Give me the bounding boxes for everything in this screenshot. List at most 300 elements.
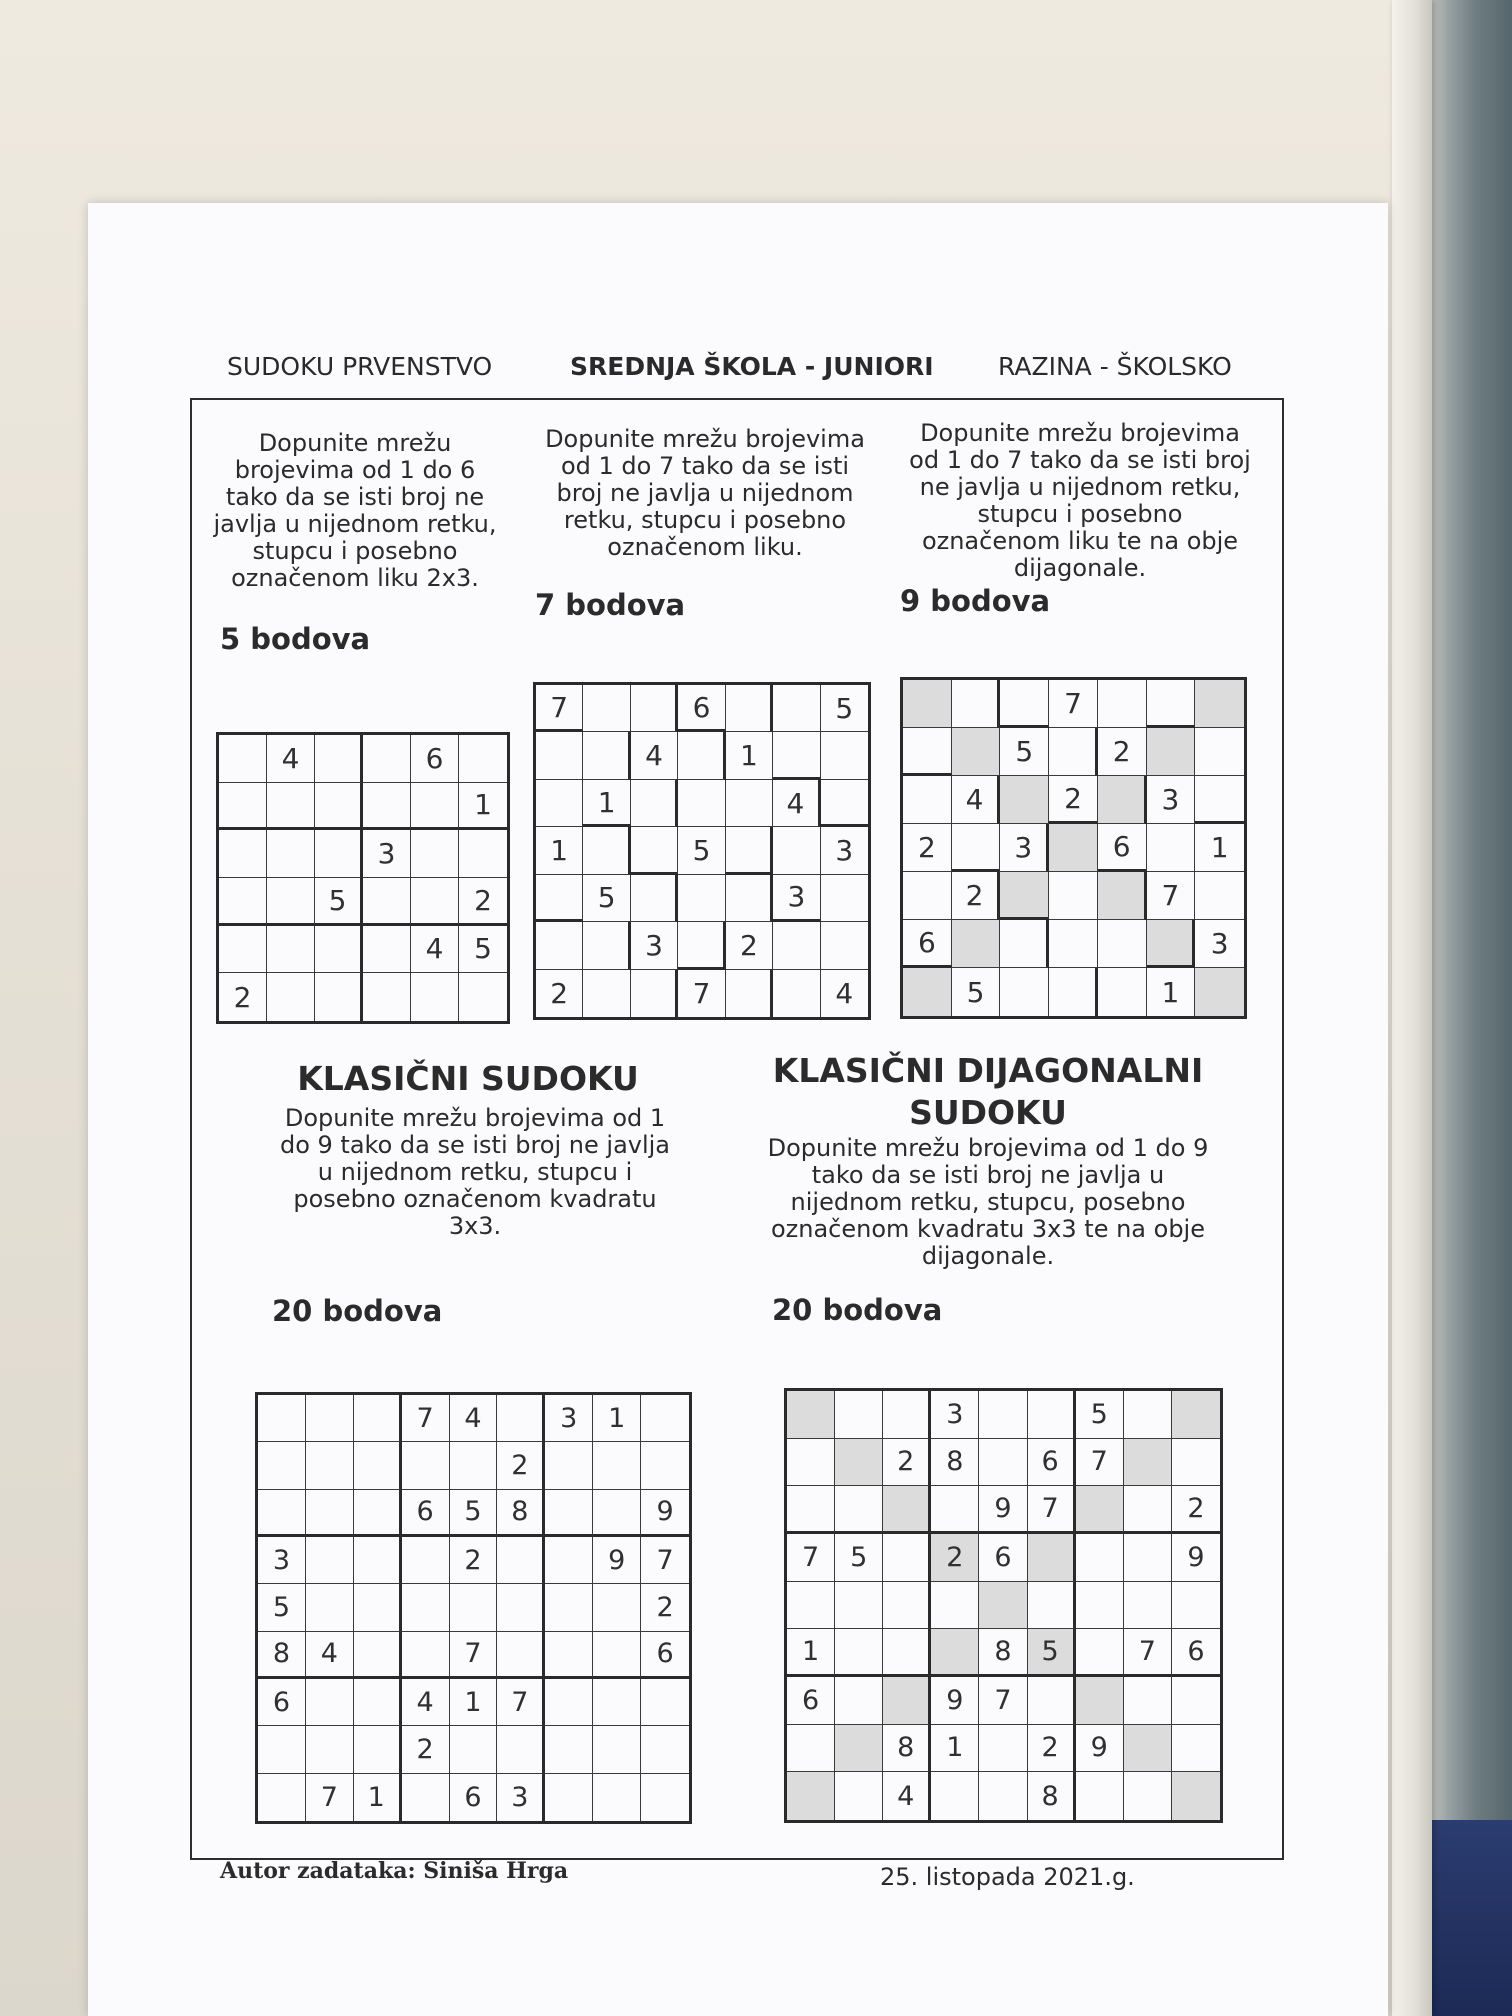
sudoku-cell[interactable] [726,780,773,827]
sudoku-cell[interactable] [1172,1439,1220,1487]
sudoku-cell[interactable] [1124,1677,1172,1725]
sudoku-cell[interactable]: 5 [835,1534,883,1582]
sudoku-cell[interactable]: 9 [1076,1725,1124,1773]
sudoku-cell[interactable]: 3 [821,827,868,874]
sudoku-cell[interactable]: 6 [678,685,725,732]
sudoku-cell[interactable] [883,1534,931,1582]
sudoku-cell[interactable] [1147,920,1196,968]
sudoku-cell[interactable]: 4 [883,1772,931,1820]
sudoku-cell[interactable]: 3 [631,922,678,969]
sudoku-cell[interactable]: 3 [363,830,411,878]
sudoku-cell[interactable] [1028,1677,1076,1725]
sudoku-cell[interactable] [536,922,583,969]
sudoku-cell[interactable] [641,1442,689,1489]
sudoku-cell[interactable] [306,1395,354,1442]
sudoku-cell[interactable]: 4 [306,1632,354,1679]
sudoku-cell[interactable]: 9 [1172,1534,1220,1582]
sudoku-cell[interactable] [835,1439,883,1487]
sudoku-cell[interactable]: 2 [536,970,583,1017]
sudoku-cell[interactable] [979,1772,1027,1820]
sudoku-cell[interactable] [773,685,820,732]
sudoku-cell[interactable]: 7 [787,1534,835,1582]
sudoku-cell[interactable] [1049,968,1098,1016]
sudoku-cell[interactable]: 5 [1028,1629,1076,1677]
sudoku-cell[interactable]: 3 [1195,920,1244,968]
sudoku-cell[interactable] [545,1632,593,1679]
sudoku-cell[interactable] [497,1726,545,1773]
sudoku-cell[interactable]: 9 [641,1490,689,1537]
sudoku-cell[interactable] [952,824,1001,872]
sudoku-cell[interactable]: 2 [450,1537,498,1584]
sudoku-cell[interactable] [1000,872,1049,920]
sudoku-cell[interactable]: 5 [315,878,363,926]
sudoku-cell[interactable] [593,1726,641,1773]
sudoku-cell[interactable]: 4 [773,780,820,827]
sudoku-cell[interactable] [545,1774,593,1821]
sudoku-cell[interactable] [1124,1772,1172,1820]
sudoku-cell[interactable] [545,1726,593,1773]
sudoku-cell[interactable]: 5 [821,685,868,732]
sudoku-cell[interactable]: 4 [402,1679,450,1726]
sudoku-cell[interactable] [411,973,459,1021]
sudoku-cell[interactable] [835,1486,883,1534]
sudoku-cell[interactable]: 2 [1098,728,1147,776]
sudoku-cell[interactable] [593,1584,641,1631]
sudoku-cell[interactable] [450,1726,498,1773]
sudoku-cell[interactable] [678,875,725,922]
sudoku-cell[interactable]: 7 [497,1679,545,1726]
sudoku-cell[interactable]: 7 [1028,1486,1076,1534]
sudoku-cell[interactable] [726,970,773,1017]
sudoku-cell[interactable] [1195,968,1244,1016]
sudoku-cell[interactable]: 9 [931,1677,979,1725]
sudoku-cell[interactable] [787,1582,835,1630]
sudoku-cell[interactable]: 3 [1147,776,1196,824]
sudoku-cell[interactable] [1124,1534,1172,1582]
sudoku-cell[interactable]: 2 [726,922,773,969]
sudoku-cell[interactable]: 8 [497,1490,545,1537]
sudoku-cell[interactable]: 7 [536,685,583,732]
sudoku-cell[interactable] [315,926,363,974]
sudoku-cell[interactable] [1098,968,1147,1016]
sudoku-cell[interactable]: 2 [641,1584,689,1631]
sudoku-cell[interactable] [631,827,678,874]
sudoku-cell[interactable] [726,827,773,874]
sudoku-cell[interactable]: 9 [979,1486,1027,1534]
sudoku-cell[interactable] [1124,1391,1172,1439]
sudoku-cell[interactable] [641,1774,689,1821]
sudoku-cell[interactable] [835,1725,883,1773]
sudoku-cell[interactable]: 8 [258,1632,306,1679]
sudoku-cell[interactable] [497,1584,545,1631]
sudoku-cell[interactable] [979,1391,1027,1439]
sudoku-cell[interactable] [641,1726,689,1773]
sudoku-cell[interactable]: 5 [258,1584,306,1631]
sudoku-cell[interactable] [354,1632,402,1679]
sudoku-cell[interactable]: 8 [931,1439,979,1487]
sudoku-cell[interactable] [1098,776,1147,824]
sudoku-cell[interactable] [631,780,678,827]
sudoku-cell[interactable]: 5 [450,1490,498,1537]
sudoku-cell[interactable] [631,685,678,732]
sudoku-cell[interactable]: 2 [459,878,507,926]
sudoku-cell[interactable] [1000,920,1049,968]
sudoku-cell[interactable] [1124,1486,1172,1534]
sudoku-cell[interactable] [1124,1725,1172,1773]
sudoku-cell[interactable]: 1 [593,1395,641,1442]
sudoku-cell[interactable] [354,1537,402,1584]
sudoku-cell[interactable] [1049,728,1098,776]
sudoku-cell[interactable] [931,1582,979,1630]
sudoku-cell[interactable] [315,783,363,831]
sudoku-cell[interactable] [315,973,363,1021]
sudoku-cell[interactable]: 6 [258,1679,306,1726]
sudoku-cell[interactable] [1172,1582,1220,1630]
sudoku-cell[interactable] [497,1632,545,1679]
sudoku-cell[interactable] [536,732,583,779]
sudoku-cell[interactable] [306,1442,354,1489]
sudoku-cell[interactable] [787,1439,835,1487]
sudoku-cell[interactable]: 7 [641,1537,689,1584]
sudoku-cell[interactable] [545,1679,593,1726]
sudoku-cell[interactable] [219,926,267,974]
sudoku-cell[interactable]: 1 [1195,824,1244,872]
sudoku-cell[interactable] [1195,776,1244,824]
sudoku-cell[interactable] [1028,1391,1076,1439]
sudoku-cell[interactable]: 1 [354,1774,402,1821]
sudoku-cell[interactable] [773,922,820,969]
sudoku-cell[interactable]: 3 [497,1774,545,1821]
sudoku-cell[interactable] [1147,824,1196,872]
sudoku-cell[interactable]: 6 [1172,1629,1220,1677]
sudoku-cell[interactable] [773,732,820,779]
sudoku-cell[interactable] [835,1582,883,1630]
sudoku-cell[interactable] [258,1726,306,1773]
sudoku-cell[interactable] [1049,872,1098,920]
sudoku-cell[interactable] [306,1679,354,1726]
sudoku-cell[interactable]: 6 [787,1677,835,1725]
sudoku-cell[interactable] [363,735,411,783]
sudoku-cell[interactable] [267,830,315,878]
sudoku-cell[interactable] [1049,824,1098,872]
sudoku-cell[interactable] [1098,680,1147,728]
sudoku-cell[interactable]: 8 [883,1725,931,1773]
sudoku-cell[interactable] [363,783,411,831]
sudoku-cell[interactable] [835,1772,883,1820]
sudoku-cell[interactable] [545,1537,593,1584]
sudoku-cell[interactable] [773,827,820,874]
sudoku-cell[interactable] [678,922,725,969]
sudoku-cell[interactable] [306,1584,354,1631]
sudoku-cell[interactable] [402,1442,450,1489]
points-6x6: 5 bodova [220,622,371,656]
sudoku-cell[interactable]: 7 [306,1774,354,1821]
sudoku-cell[interactable] [1076,1486,1124,1534]
sudoku-cell[interactable] [1172,1772,1220,1820]
sudoku-cell[interactable]: 1 [931,1725,979,1773]
sudoku-cell[interactable] [402,1537,450,1584]
sudoku-cell[interactable] [411,783,459,831]
sudoku-cell[interactable] [1172,1725,1220,1773]
sudoku-cell[interactable] [1124,1439,1172,1487]
sudoku-cell[interactable] [258,1774,306,1821]
sudoku-cell[interactable]: 7 [678,970,725,1017]
sudoku-cell[interactable]: 3 [258,1537,306,1584]
sudoku-cell[interactable] [267,878,315,926]
sudoku-cell[interactable]: 5 [1000,728,1049,776]
sudoku-cell[interactable] [931,1629,979,1677]
sudoku-cell[interactable]: 7 [1076,1439,1124,1487]
sudoku-cell[interactable]: 5 [459,926,507,974]
sudoku-cell[interactable]: 2 [1049,776,1098,824]
sudoku-cell[interactable]: 7 [450,1632,498,1679]
sudoku-cell[interactable] [726,875,773,922]
sudoku-cell[interactable]: 2 [952,872,1001,920]
sudoku-cell[interactable] [1000,680,1049,728]
sudoku-cell[interactable] [267,783,315,831]
sudoku-cell[interactable]: 1 [450,1679,498,1726]
sudoku-cell[interactable] [979,1582,1027,1630]
sudoku-cell[interactable] [931,1772,979,1820]
sudoku-cell[interactable] [354,1679,402,1726]
sudoku-cell[interactable] [545,1490,593,1537]
sudoku-cell[interactable] [1076,1582,1124,1630]
sudoku-cell[interactable] [1028,1582,1076,1630]
sudoku-cell[interactable] [821,875,868,922]
sudoku-cell[interactable] [219,830,267,878]
sudoku-cell[interactable] [593,1442,641,1489]
sudoku-cell[interactable] [883,1391,931,1439]
sudoku-cell[interactable]: 8 [1028,1772,1076,1820]
sudoku-cell[interactable]: 7 [1147,872,1196,920]
sudoku-cell[interactable]: 1 [583,780,630,827]
sudoku-cell[interactable] [1076,1534,1124,1582]
sudoku-cell[interactable] [787,1725,835,1773]
sudoku-cell[interactable]: 3 [545,1395,593,1442]
sudoku-cell[interactable] [641,1395,689,1442]
sudoku-cell[interactable]: 7 [1049,680,1098,728]
sudoku-cell[interactable] [267,926,315,974]
sudoku-cell[interactable]: 4 [952,776,1001,824]
sudoku-cell[interactable]: 6 [641,1632,689,1679]
sudoku-cell[interactable]: 2 [883,1439,931,1487]
sudoku-cell[interactable] [545,1442,593,1489]
sudoku-cell[interactable]: 5 [583,875,630,922]
sudoku-cell[interactable]: 5 [1076,1391,1124,1439]
sudoku-cell[interactable] [821,780,868,827]
sudoku-cell[interactable] [821,732,868,779]
sudoku-cell[interactable] [1172,1677,1220,1725]
sudoku-cell[interactable] [787,1486,835,1534]
sudoku-cell[interactable] [1076,1772,1124,1820]
sudoku-cell[interactable] [1000,776,1049,824]
sudoku-cell[interactable]: 2 [219,973,267,1021]
sudoku-cell[interactable] [459,735,507,783]
sudoku-cell[interactable] [1049,920,1098,968]
sudoku-cell[interactable]: 2 [1172,1486,1220,1534]
sudoku-cell[interactable]: 4 [411,926,459,974]
sudoku-cell[interactable]: 1 [787,1629,835,1677]
sudoku-cell[interactable]: 2 [1028,1725,1076,1773]
sudoku-cell[interactable] [402,1774,450,1821]
sudoku-cell[interactable]: 1 [459,783,507,831]
sudoku-cell[interactable] [593,1490,641,1537]
sudoku-cell[interactable] [883,1677,931,1725]
sudoku-cell[interactable] [593,1774,641,1821]
sudoku-cell[interactable] [1124,1582,1172,1630]
sudoku-cell[interactable]: 7 [1124,1629,1172,1677]
sudoku-cell[interactable] [536,875,583,922]
sudoku-cell[interactable]: 6 [1098,824,1147,872]
sudoku-cell[interactable]: 3 [931,1391,979,1439]
sudoku-cell[interactable] [1195,728,1244,776]
sudoku-cell[interactable] [903,680,952,728]
instruction-diagonal: Dopunite mrežu brojevima od 1 do 9 tako da se isti broj ne javlja u nijednom retku, stupcu, posebno označenom kvadratu 3x3 te na obje dijagonale. [767,1134,1209,1270]
sudoku-cell[interactable] [583,922,630,969]
sudoku-cell[interactable] [363,973,411,1021]
sudoku-cell[interactable] [354,1726,402,1773]
sudoku-cell[interactable] [821,922,868,969]
points-7x7: 7 bodova [535,588,686,622]
sudoku-cell[interactable] [1076,1677,1124,1725]
sudoku-cell[interactable]: 4 [631,732,678,779]
sudoku-cell[interactable] [497,1537,545,1584]
sudoku-cell[interactable] [315,830,363,878]
sudoku-cell[interactable]: 6 [979,1534,1027,1582]
sudoku-cell[interactable]: 6 [1028,1439,1076,1487]
sudoku-cell[interactable] [583,732,630,779]
sudoku-cell[interactable]: 2 [903,824,952,872]
sudoku-cell[interactable]: 6 [411,735,459,783]
sudoku-cell[interactable] [835,1629,883,1677]
sudoku-cell[interactable] [1195,680,1244,728]
sudoku-cell[interactable] [952,920,1001,968]
sudoku-cell[interactable] [258,1395,306,1442]
sudoku-cell[interactable] [1028,1534,1076,1582]
sudoku-cell[interactable] [903,872,952,920]
sudoku-cell[interactable]: 4 [267,735,315,783]
sudoku-cell[interactable] [979,1725,1027,1773]
sudoku-cell[interactable] [354,1442,402,1489]
sudoku-cell[interactable] [1195,872,1244,920]
sudoku-cell[interactable] [306,1490,354,1537]
sudoku-cell[interactable] [315,735,363,783]
sudoku-cell[interactable] [306,1537,354,1584]
sudoku-cell[interactable] [450,1442,498,1489]
sudoku-cell[interactable] [219,783,267,831]
sudoku-cell[interactable] [267,973,315,1021]
sudoku-cell[interactable] [583,970,630,1017]
sudoku-cell[interactable] [787,1772,835,1820]
sudoku-cell[interactable] [1147,728,1196,776]
sudoku-cell[interactable] [497,1395,545,1442]
sudoku-cell[interactable] [903,728,952,776]
sudoku-cell[interactable] [678,780,725,827]
sudoku-cell[interactable] [787,1391,835,1439]
sudoku-cell[interactable] [363,878,411,926]
sudoku-cell[interactable] [1076,1629,1124,1677]
sudoku-cell[interactable] [459,830,507,878]
sudoku-cell[interactable] [583,827,630,874]
sudoku-cell[interactable] [306,1726,354,1773]
sudoku-cell[interactable]: 4 [835,976,854,1010]
sudoku-cell[interactable] [773,970,820,1017]
sudoku-cell[interactable] [354,1490,402,1537]
sudoku-cell[interactable]: 6 [402,1490,450,1537]
sudoku-cell[interactable] [931,1486,979,1534]
sudoku-cell[interactable] [459,973,507,1021]
sudoku-cell[interactable]: 2 [931,1534,979,1582]
sudoku-cell[interactable] [363,926,411,974]
sudoku-cell[interactable]: 6 [450,1774,498,1821]
sudoku-cell[interactable]: 5 [678,827,725,874]
sudoku-cell[interactable]: 6 [903,920,952,968]
sudoku-cell[interactable] [903,776,952,824]
sudoku-cell[interactable] [641,1679,689,1726]
sudoku-cell[interactable]: 3 [1000,824,1049,872]
sudoku-cell[interactable] [835,1391,883,1439]
sudoku-cell[interactable] [952,728,1001,776]
sudoku-cell[interactable] [354,1584,402,1631]
sudoku-cell[interactable] [631,875,678,922]
sudoku-cell[interactable] [354,1395,402,1442]
sudoku-cell[interactable] [411,830,459,878]
sudoku-cell[interactable] [1000,968,1049,1016]
sudoku-cell[interactable]: 2 [497,1442,545,1489]
sudoku-cell[interactable]: 5 [952,968,1001,1016]
sudoku-cell[interactable] [583,685,630,732]
sudoku-cell[interactable] [402,1584,450,1631]
sudoku-cell[interactable] [883,1629,931,1677]
sudoku-cell[interactable] [1147,680,1196,728]
sudoku-cell[interactable] [258,1442,306,1489]
sudoku-cell[interactable]: 8 [979,1629,1027,1677]
sudoku-cell[interactable] [952,680,1001,728]
sudoku-cell[interactable] [835,1677,883,1725]
sudoku-cell[interactable] [450,1584,498,1631]
sudoku-cell[interactable] [1172,1391,1220,1439]
sudoku-cell[interactable]: 1 [726,732,773,779]
sudoku-cell[interactable]: 4 [450,1395,498,1442]
sudoku-cell[interactable] [678,732,725,779]
sudoku-cell[interactable]: 1 [1147,968,1196,1016]
sudoku-cell[interactable]: 7 [979,1677,1027,1725]
binder-edge [1392,0,1432,2016]
sudoku-cell[interactable] [903,968,952,1016]
sudoku-cell[interactable]: 2 [402,1726,450,1773]
sudoku-cell[interactable] [219,878,267,926]
sudoku-cell[interactable] [726,685,773,732]
sudoku-cell[interactable] [883,1486,931,1534]
sudoku-cell[interactable] [536,780,583,827]
sudoku-cell[interactable] [1098,872,1147,920]
sudoku-cell[interactable] [219,735,267,783]
sudoku-cell[interactable] [979,1439,1027,1487]
sudoku-cell[interactable] [258,1490,306,1537]
sudoku-cell[interactable] [593,1632,641,1679]
sudoku-cell[interactable]: 7 [402,1395,450,1442]
sudoku-cell[interactable] [631,970,678,1017]
sudoku-cell[interactable] [545,1584,593,1631]
sudoku-cell[interactable]: 3 [773,875,820,922]
sudoku-cell[interactable] [411,878,459,926]
sudoku-cell[interactable]: 9 [593,1537,641,1584]
sudoku-cell[interactable] [402,1632,450,1679]
sudoku-cell[interactable] [883,1582,931,1630]
sudoku-cell[interactable] [1098,920,1147,968]
sudoku-cell[interactable]: 1 [536,827,583,874]
sudoku-cell[interactable] [593,1679,641,1726]
